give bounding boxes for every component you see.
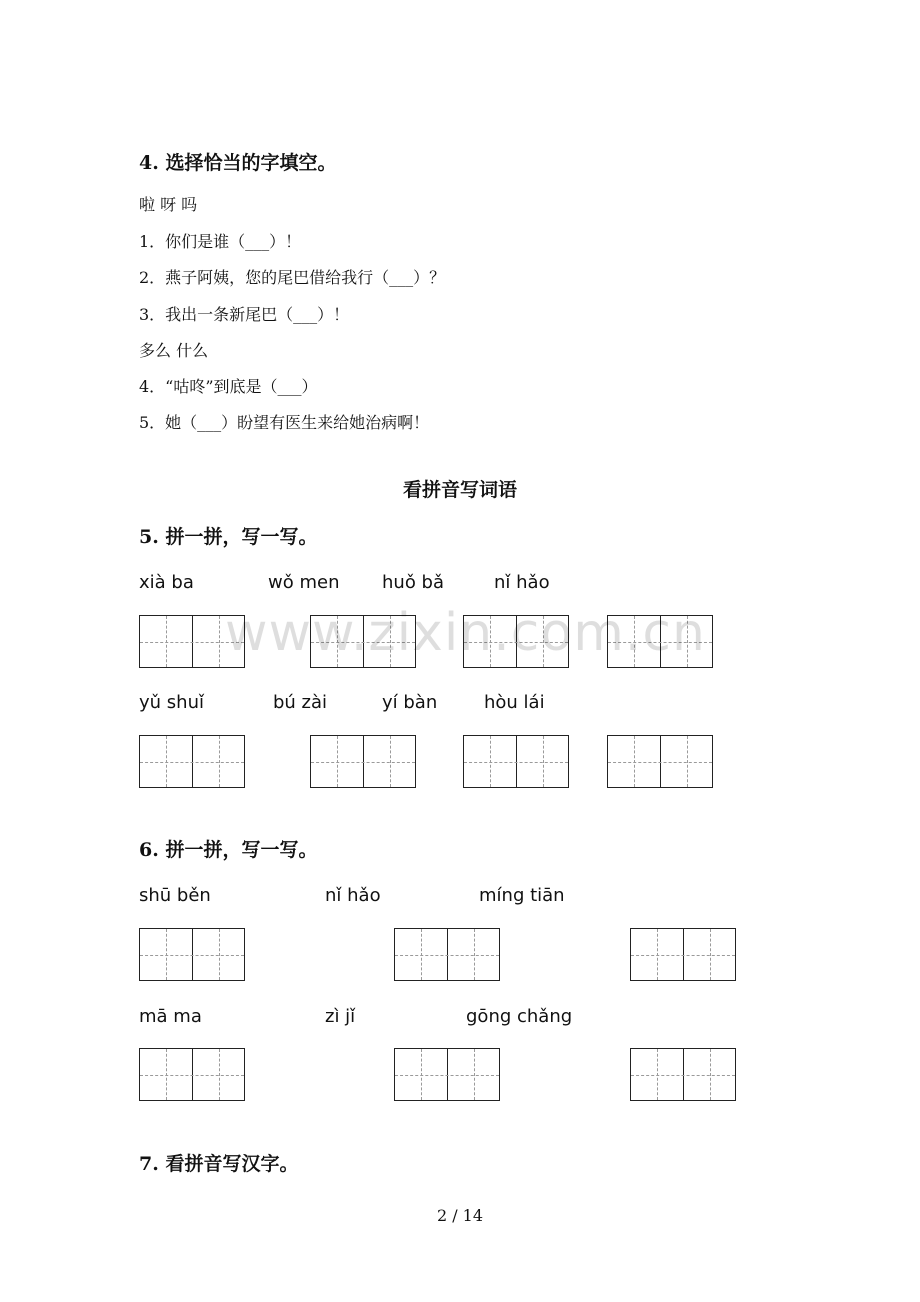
writing-grid[interactable]	[139, 735, 245, 788]
sentence-5: 5．她（___）盼望有医生来给她治病啊！	[139, 413, 430, 432]
pinyin-label: huǒ bǎ	[382, 572, 445, 593]
pinyin-label: nǐ hǎo	[325, 885, 381, 906]
question-6-heading: 6. 拼一拼，写一写。	[139, 839, 318, 861]
writing-grid[interactable]	[394, 928, 500, 981]
question-7-heading: 7. 看拼音写汉字。	[139, 1153, 299, 1175]
writing-grid[interactable]	[630, 1048, 736, 1101]
writing-grid[interactable]	[139, 1048, 245, 1101]
sentence-4: 4．“咕咚”到底是（___）	[139, 377, 318, 396]
sentence-3: 3．我出一条新尾巴（___）！	[139, 305, 350, 324]
writing-grid[interactable]	[630, 928, 736, 981]
pinyin-label: xià ba	[139, 572, 194, 593]
pinyin-label: bú zài	[273, 692, 328, 713]
writing-grid[interactable]	[463, 735, 569, 788]
writing-grid[interactable]	[139, 928, 245, 981]
word-choices-1: 啦 呀 吗	[139, 195, 198, 214]
pinyin-label: hòu lái	[484, 692, 545, 713]
sentence-2: 2．燕子阿姨，您的尾巴借给我行（___）？	[139, 268, 446, 287]
pinyin-label: shū běn	[139, 885, 211, 906]
page-number: 2 / 14	[436, 1206, 484, 1225]
pinyin-label: zì jǐ	[325, 1006, 356, 1027]
pinyin-label: mā ma	[139, 1006, 202, 1027]
pinyin-label: míng tiān	[479, 885, 565, 906]
watermark: www.zixin.com.cn	[225, 603, 706, 663]
pinyin-label: gōng chǎng	[466, 1006, 573, 1027]
pinyin-label: nǐ hǎo	[494, 572, 550, 593]
sentence-1: 1．你们是谁（___）！	[139, 232, 302, 251]
question-5-heading: 5. 拼一拼，写一写。	[139, 526, 318, 548]
writing-grid[interactable]	[310, 735, 416, 788]
section-title: 看拼音写词语	[402, 479, 517, 501]
writing-grid[interactable]	[394, 1048, 500, 1101]
pinyin-label: yǔ shuǐ	[139, 692, 204, 713]
question-4-heading: 4. 选择恰当的字填空。	[139, 152, 337, 174]
pinyin-label: wǒ men	[268, 572, 340, 593]
writing-grid[interactable]	[607, 735, 713, 788]
pinyin-label: yí bàn	[382, 692, 438, 713]
word-choices-2: 多么 什么	[139, 341, 209, 360]
